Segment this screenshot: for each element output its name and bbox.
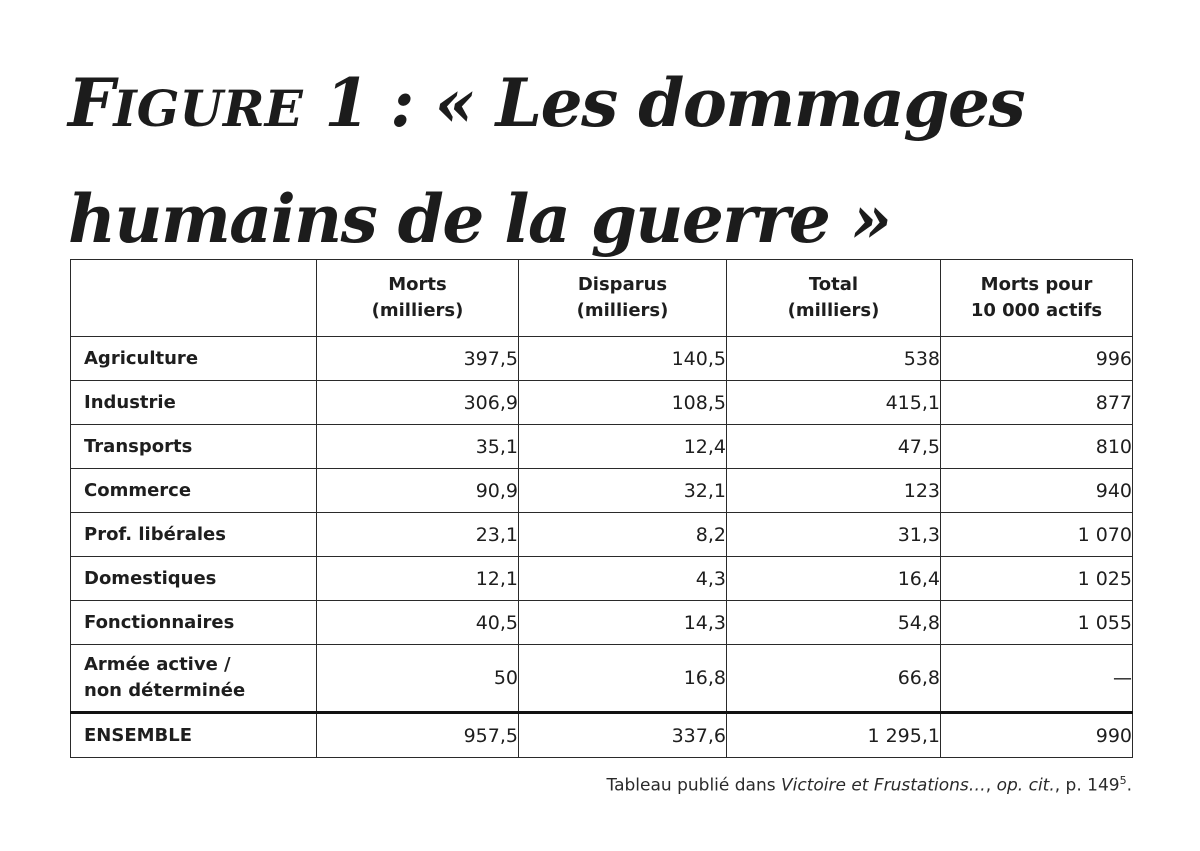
header-morts-pour-10000: Morts pour 10 000 actifs [941, 260, 1133, 337]
cell-total: 123 [727, 469, 941, 513]
cell-morts: 12,1 [317, 557, 519, 601]
source-caption [607, 774, 1132, 796]
title-figure-smallcaps: IGURE [113, 79, 303, 138]
cell-morts: 35,1 [317, 425, 519, 469]
cell-disparus: 8,2 [519, 513, 727, 557]
title-figure-initial: F [68, 64, 114, 142]
cell-morts-pour-10000: 940 [941, 469, 1133, 513]
title-line-2: humains de la guerre » [68, 180, 891, 258]
cell-morts: 50 [317, 645, 519, 713]
table-row [71, 337, 1133, 381]
cell-total: 31,3 [727, 513, 941, 557]
cell-total: 16,4 [727, 557, 941, 601]
caption-prefix: Tableau publié dans [606, 775, 781, 796]
cell-category: Transports [71, 425, 317, 469]
cell-morts-pour-10000: 990 [941, 713, 1133, 758]
cell-category: ENSEMBLE [71, 713, 317, 758]
cell-category: Armée active / non déterminée [71, 645, 317, 713]
cell-disparus: 12,4 [519, 425, 727, 469]
cell-morts: 957,5 [317, 713, 519, 758]
cell-disparus: 337,6 [519, 713, 727, 758]
cell-total: 1 295,1 [727, 713, 941, 758]
caption-op-cit: op. cit. [996, 775, 1055, 796]
table-row [71, 557, 1133, 601]
table-row [71, 645, 1133, 713]
cell-total: 415,1 [727, 381, 941, 425]
header-total: Total (milliers) [727, 260, 941, 337]
cell-morts-pour-10000: — [941, 645, 1133, 713]
casualties-table [70, 259, 1133, 758]
cell-disparus: 16,8 [519, 645, 727, 713]
header-morts: Morts (milliers) [317, 260, 519, 337]
cell-morts-pour-10000: 996 [941, 337, 1133, 381]
cell-morts: 306,9 [317, 381, 519, 425]
cell-category: Fonctionnaires [71, 601, 317, 645]
cell-category: Domestiques [71, 557, 317, 601]
figure-title [68, 48, 1148, 274]
caption-middle: , [985, 775, 997, 796]
cell-morts-pour-10000: 1 025 [941, 557, 1133, 601]
header-disparus: Disparus (milliers) [519, 260, 727, 337]
caption-footnote-ref: 5 [1119, 774, 1127, 787]
table-total-row [71, 713, 1133, 758]
cell-disparus: 32,1 [519, 469, 727, 513]
cell-category: Agriculture [71, 337, 317, 381]
caption-page: , p. 149 [1054, 775, 1120, 796]
table-row [71, 513, 1133, 557]
cell-total: 54,8 [727, 601, 941, 645]
cell-morts: 397,5 [317, 337, 519, 381]
cell-total: 66,8 [727, 645, 941, 713]
title-line-1: 1 : « Les dommages [302, 64, 1025, 142]
cell-morts: 90,9 [317, 469, 519, 513]
cell-morts-pour-10000: 810 [941, 425, 1133, 469]
cell-morts: 23,1 [317, 513, 519, 557]
table-row [71, 381, 1133, 425]
cell-total: 47,5 [727, 425, 941, 469]
table-row [71, 469, 1133, 513]
caption-end: . [1126, 775, 1132, 796]
cell-category: Prof. libérales [71, 513, 317, 557]
header-category [71, 260, 317, 337]
cell-total: 538 [727, 337, 941, 381]
cell-disparus: 140,5 [519, 337, 727, 381]
cell-disparus: 14,3 [519, 601, 727, 645]
cell-morts-pour-10000: 1 055 [941, 601, 1133, 645]
table-header-row [71, 260, 1133, 337]
cell-category: Commerce [71, 469, 317, 513]
table-row [71, 601, 1133, 645]
caption-book-title: Victoire et Frustations… [781, 775, 986, 796]
cell-morts: 40,5 [317, 601, 519, 645]
cell-morts-pour-10000: 877 [941, 381, 1133, 425]
cell-disparus: 4,3 [519, 557, 727, 601]
table-row [71, 425, 1133, 469]
table-body [71, 337, 1133, 758]
cell-category: Industrie [71, 381, 317, 425]
cell-morts-pour-10000: 1 070 [941, 513, 1133, 557]
cell-disparus: 108,5 [519, 381, 727, 425]
